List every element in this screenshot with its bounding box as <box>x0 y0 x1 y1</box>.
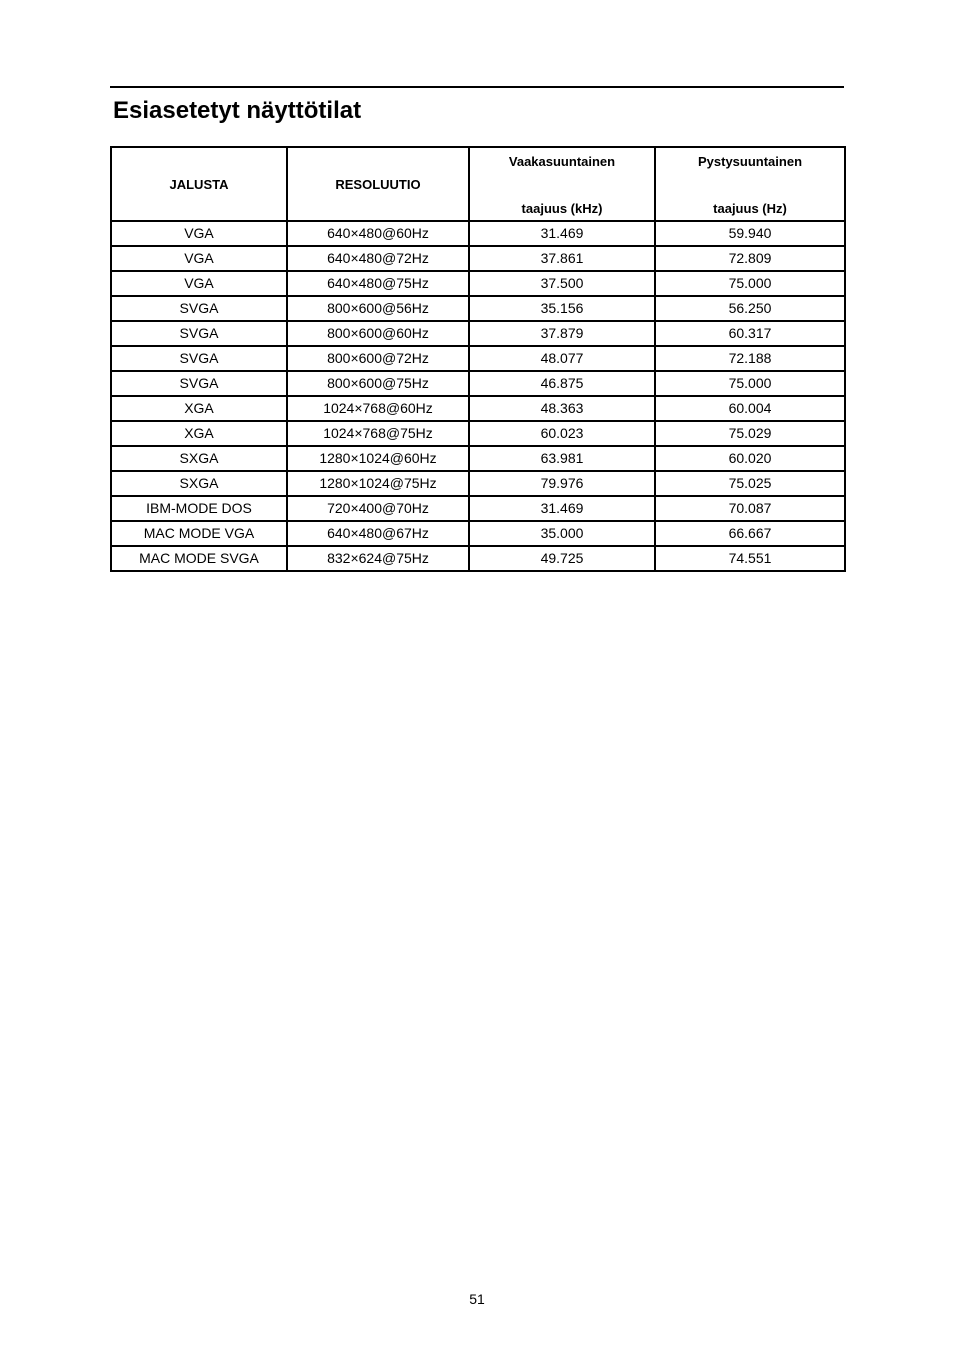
header-horizontal-line1: Vaakasuuntainen <box>508 154 616 169</box>
cell-horizontal-frequency: 63.981 <box>469 446 655 471</box>
cell-resolution: 800×600@56Hz <box>287 296 469 321</box>
cell-resolution: 1024×768@75Hz <box>287 421 469 446</box>
cell-horizontal-frequency: 35.156 <box>469 296 655 321</box>
table-row <box>111 521 845 546</box>
cell-resolution: 800×600@75Hz <box>287 371 469 396</box>
cell-horizontal-frequency: 37.861 <box>469 246 655 271</box>
table-row <box>111 246 845 271</box>
cell-mode: SVGA <box>111 321 287 346</box>
cell-vertical-frequency: 60.004 <box>655 396 845 421</box>
page-number: 51 <box>469 1291 485 1307</box>
header-horizontal-line2: taajuus (kHz) <box>521 201 603 216</box>
cell-horizontal-frequency: 60.023 <box>469 421 655 446</box>
cell-vertical-frequency: 74.551 <box>655 546 845 571</box>
header-resolution-label: RESOLUUTIO <box>335 176 421 192</box>
cell-resolution: 640×480@60Hz <box>287 221 469 246</box>
header-vertical-frequency <box>655 147 845 221</box>
header-horizontal-frequency <box>469 147 655 221</box>
table-row <box>111 371 845 396</box>
header-mode <box>111 147 287 221</box>
cell-mode: SVGA <box>111 371 287 396</box>
table-row <box>111 471 845 496</box>
cell-horizontal-frequency: 35.000 <box>469 521 655 546</box>
table-row <box>111 546 845 571</box>
cell-resolution: 720×400@70Hz <box>287 496 469 521</box>
cell-mode: SXGA <box>111 471 287 496</box>
cell-resolution: 800×600@72Hz <box>287 346 469 371</box>
header-vertical-line2: taajuus (Hz) <box>713 201 787 216</box>
preset-modes-table <box>110 146 846 572</box>
cell-resolution: 640×480@75Hz <box>287 271 469 296</box>
cell-resolution: 800×600@60Hz <box>287 321 469 346</box>
cell-mode: SXGA <box>111 446 287 471</box>
cell-vertical-frequency: 72.188 <box>655 346 845 371</box>
cell-horizontal-frequency: 31.469 <box>469 221 655 246</box>
cell-vertical-frequency: 56.250 <box>655 296 845 321</box>
cell-vertical-frequency: 70.087 <box>655 496 845 521</box>
header-resolution <box>287 147 469 221</box>
table-row <box>111 446 845 471</box>
cell-horizontal-frequency: 48.363 <box>469 396 655 421</box>
cell-mode: VGA <box>111 271 287 296</box>
page-title: Esiasetetyt näyttötilat <box>113 97 362 124</box>
cell-vertical-frequency: 75.029 <box>655 421 845 446</box>
cell-resolution: 640×480@67Hz <box>287 521 469 546</box>
table-row <box>111 396 845 421</box>
cell-mode: VGA <box>111 221 287 246</box>
cell-resolution: 1024×768@60Hz <box>287 396 469 421</box>
cell-mode: MAC MODE SVGA <box>111 546 287 571</box>
cell-mode: XGA <box>111 421 287 446</box>
table-row <box>111 221 845 246</box>
header-mode-label: JALUSTA <box>169 176 229 192</box>
table-row <box>111 321 845 346</box>
table-row <box>111 496 845 521</box>
cell-mode: MAC MODE VGA <box>111 521 287 546</box>
cell-horizontal-frequency: 37.500 <box>469 271 655 296</box>
cell-horizontal-frequency: 46.875 <box>469 371 655 396</box>
cell-vertical-frequency: 66.667 <box>655 521 845 546</box>
table-row <box>111 271 845 296</box>
cell-vertical-frequency: 72.809 <box>655 246 845 271</box>
table-header-row <box>111 147 845 221</box>
table-row <box>111 346 845 371</box>
cell-resolution: 1280×1024@75Hz <box>287 471 469 496</box>
cell-horizontal-frequency: 48.077 <box>469 346 655 371</box>
cell-resolution: 832×624@75Hz <box>287 546 469 571</box>
table-row <box>111 296 845 321</box>
cell-mode: IBM-MODE DOS <box>111 496 287 521</box>
cell-resolution: 1280×1024@60Hz <box>287 446 469 471</box>
cell-mode: VGA <box>111 246 287 271</box>
cell-horizontal-frequency: 49.725 <box>469 546 655 571</box>
cell-vertical-frequency: 59.940 <box>655 221 845 246</box>
cell-mode: SVGA <box>111 346 287 371</box>
cell-horizontal-frequency: 31.469 <box>469 496 655 521</box>
cell-vertical-frequency: 60.317 <box>655 321 845 346</box>
cell-vertical-frequency: 60.020 <box>655 446 845 471</box>
cell-horizontal-frequency: 79.976 <box>469 471 655 496</box>
cell-resolution: 640×480@72Hz <box>287 246 469 271</box>
cell-horizontal-frequency: 37.879 <box>469 321 655 346</box>
cell-vertical-frequency: 75.025 <box>655 471 845 496</box>
cell-vertical-frequency: 75.000 <box>655 271 845 296</box>
table-row <box>111 421 845 446</box>
cell-vertical-frequency: 75.000 <box>655 371 845 396</box>
cell-mode: XGA <box>111 396 287 421</box>
top-rule <box>110 86 844 88</box>
cell-mode: SVGA <box>111 296 287 321</box>
header-vertical-line1: Pystysuuntainen <box>697 154 803 169</box>
table-body <box>111 221 845 571</box>
